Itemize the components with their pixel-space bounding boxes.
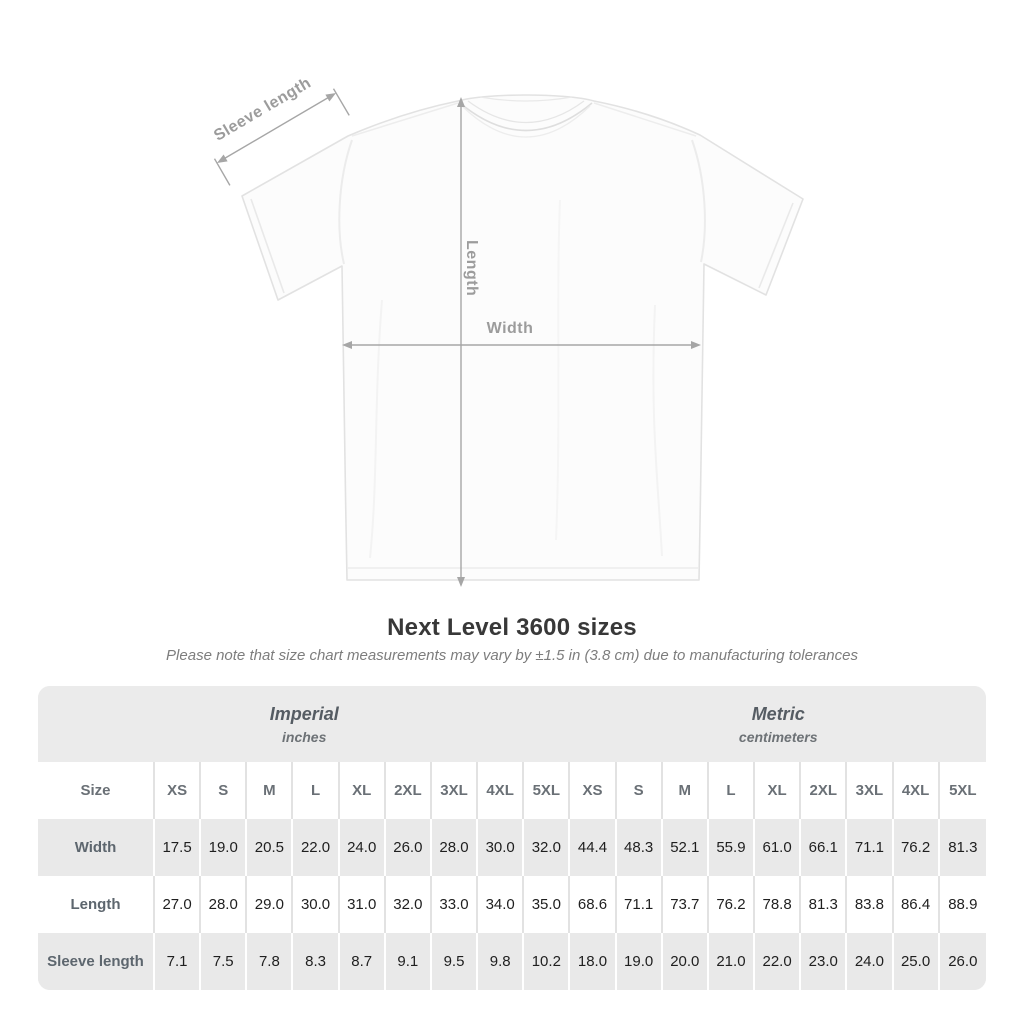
value-cell: 88.9 bbox=[940, 876, 986, 933]
value-cell: 34.0 bbox=[478, 876, 524, 933]
size-header-cell: M bbox=[247, 762, 293, 819]
sleeve-arrowhead-top bbox=[325, 93, 336, 102]
size-header-cell: XS bbox=[570, 762, 616, 819]
size-col-header: Size bbox=[38, 762, 155, 819]
value-cell: 10.2 bbox=[524, 933, 570, 990]
value-cell: 33.0 bbox=[432, 876, 478, 933]
value-cell: 71.1 bbox=[617, 876, 663, 933]
sleeve-length-label: Sleeve length bbox=[211, 74, 315, 145]
value-cell: 55.9 bbox=[709, 819, 755, 876]
value-cell: 8.7 bbox=[340, 933, 386, 990]
sizes-header-row bbox=[38, 762, 986, 819]
value-cell: 7.5 bbox=[201, 933, 247, 990]
value-cell: 23.0 bbox=[801, 933, 847, 990]
size-header-cell: 3XL bbox=[432, 762, 478, 819]
length-label: Length bbox=[463, 240, 480, 297]
size-header-cell: 4XL bbox=[478, 762, 524, 819]
value-cell: 7.1 bbox=[155, 933, 201, 990]
value-cell: 30.0 bbox=[293, 876, 339, 933]
size-header-cell: 2XL bbox=[801, 762, 847, 819]
sleeve-arrowhead-bottom bbox=[217, 155, 228, 164]
size-header-cell: L bbox=[293, 762, 339, 819]
value-cell: 81.3 bbox=[801, 876, 847, 933]
size-header-cell: 3XL bbox=[847, 762, 893, 819]
value-cell: 29.0 bbox=[247, 876, 293, 933]
value-cell: 32.0 bbox=[386, 876, 432, 933]
size-header-cell: 4XL bbox=[894, 762, 940, 819]
value-cell: 66.1 bbox=[801, 819, 847, 876]
value-cell: 30.0 bbox=[478, 819, 524, 876]
value-cell: 20.5 bbox=[247, 819, 293, 876]
size-table-body bbox=[38, 819, 986, 990]
value-cell: 78.8 bbox=[755, 876, 801, 933]
value-cell: 76.2 bbox=[894, 819, 940, 876]
size-chart-card bbox=[38, 686, 986, 990]
value-cell: 25.0 bbox=[894, 933, 940, 990]
value-cell: 7.8 bbox=[247, 933, 293, 990]
value-cell: 76.2 bbox=[709, 876, 755, 933]
value-cell: 86.4 bbox=[894, 876, 940, 933]
value-cell: 27.0 bbox=[155, 876, 201, 933]
tolerance-note: Please note that size chart measurements may vary by ±1.5 in (3.8 cm) due to manufacturing tolerances bbox=[166, 647, 858, 664]
tshirt-outline bbox=[242, 95, 803, 580]
value-cell: 44.4 bbox=[570, 819, 616, 876]
value-cell: 83.8 bbox=[847, 876, 893, 933]
value-cell: 26.0 bbox=[386, 819, 432, 876]
value-cell: 24.0 bbox=[847, 933, 893, 990]
table-row bbox=[38, 819, 986, 876]
length-arrowhead-bottom bbox=[457, 577, 465, 587]
value-cell: 19.0 bbox=[201, 819, 247, 876]
table-row bbox=[38, 876, 986, 933]
imperial-unit-label: inches bbox=[282, 728, 327, 745]
row-label: Width bbox=[38, 819, 155, 876]
value-cell: 35.0 bbox=[524, 876, 570, 933]
size-header-cell: S bbox=[201, 762, 247, 819]
value-cell: 52.1 bbox=[663, 819, 709, 876]
value-cell: 61.0 bbox=[755, 819, 801, 876]
value-cell: 31.0 bbox=[340, 876, 386, 933]
value-cell: 28.0 bbox=[201, 876, 247, 933]
imperial-label: Imperial bbox=[269, 703, 339, 724]
value-cell: 18.0 bbox=[570, 933, 616, 990]
size-header-cell: 2XL bbox=[386, 762, 432, 819]
value-cell: 26.0 bbox=[940, 933, 986, 990]
value-cell: 48.3 bbox=[617, 819, 663, 876]
metric-header-cell bbox=[570, 686, 986, 762]
size-header-cell: XS bbox=[155, 762, 201, 819]
value-cell: 21.0 bbox=[709, 933, 755, 990]
size-chart-table bbox=[38, 686, 986, 990]
size-header-cell: 5XL bbox=[524, 762, 570, 819]
value-cell: 81.3 bbox=[940, 819, 986, 876]
row-label: Length bbox=[38, 876, 155, 933]
size-header-cell: XL bbox=[340, 762, 386, 819]
value-cell: 9.8 bbox=[478, 933, 524, 990]
value-cell: 22.0 bbox=[755, 933, 801, 990]
metric-unit-label: centimeters bbox=[738, 728, 818, 745]
size-header-cell: M bbox=[663, 762, 709, 819]
width-label: Width bbox=[486, 320, 534, 337]
value-cell: 68.6 bbox=[570, 876, 616, 933]
value-cell: 22.0 bbox=[293, 819, 339, 876]
value-cell: 71.1 bbox=[847, 819, 893, 876]
row-label: Sleeve length bbox=[38, 933, 155, 990]
size-header-cell: L bbox=[709, 762, 755, 819]
value-cell: 20.0 bbox=[663, 933, 709, 990]
value-cell: 73.7 bbox=[663, 876, 709, 933]
value-cell: 24.0 bbox=[340, 819, 386, 876]
unit-header-row bbox=[38, 686, 986, 762]
page-title: Next Level 3600 sizes bbox=[387, 614, 637, 641]
value-cell: 17.5 bbox=[155, 819, 201, 876]
value-cell: 28.0 bbox=[432, 819, 478, 876]
metric-label: Metric bbox=[751, 703, 805, 724]
value-cell: 32.0 bbox=[524, 819, 570, 876]
size-header-cell: S bbox=[617, 762, 663, 819]
size-header-cell: XL bbox=[755, 762, 801, 819]
value-cell: 19.0 bbox=[617, 933, 663, 990]
value-cell: 9.1 bbox=[386, 933, 432, 990]
imperial-header-cell bbox=[38, 686, 570, 762]
value-cell: 9.5 bbox=[432, 933, 478, 990]
table-row bbox=[38, 933, 986, 990]
size-header-cell: 5XL bbox=[940, 762, 986, 819]
value-cell: 8.3 bbox=[293, 933, 339, 990]
